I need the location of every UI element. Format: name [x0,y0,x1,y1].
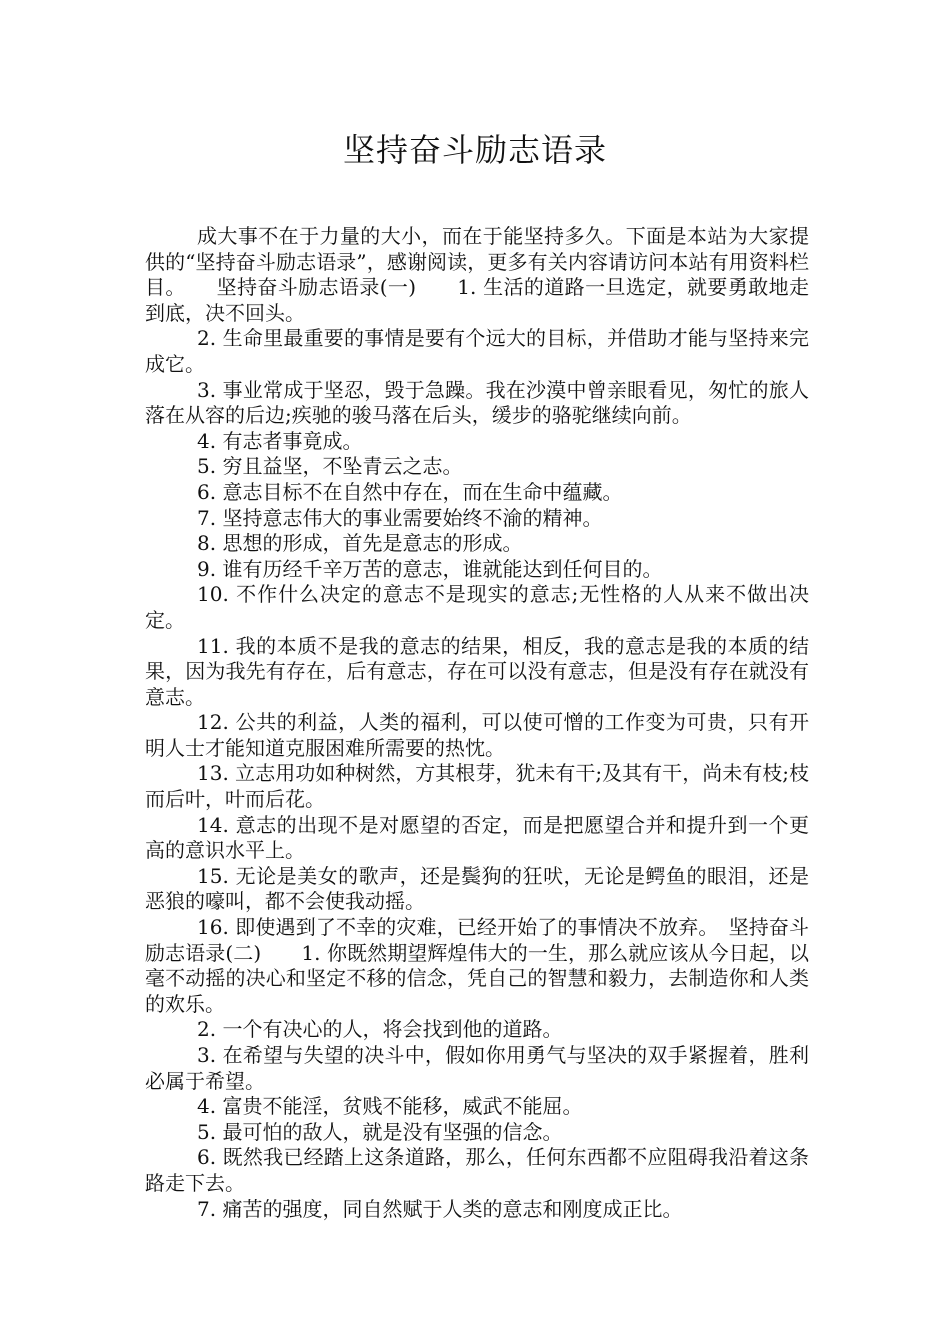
paragraph: 3. 在希望与失望的决斗中，假如你用勇气与坚决的双手紧握着，胜利必属于希望。 [145,1043,809,1093]
paragraph: 14. 意志的出现不是对愿望的否定，而是把愿望合并和提升到一个更高的意识水平上。 [145,812,809,863]
paragraph: 7. 坚持意志伟大的事业需要始终不渝的精神。 [197,505,603,530]
paragraph: 15. 无论是美女的歌声，还是鬓狗的狂吠，无论是鳄鱼的眼泪，还是恶狼的嚎叫，都不会使我动摇。 [145,863,809,914]
paragraph: 5. 最可怕的敌人，就是没有坚强的信念。 [197,1119,563,1144]
paragraph: 4. 富贵不能淫，贫贱不能移，威武不能屈。 [197,1094,583,1119]
paragraph: 6. 意志目标不在自然中存在，而在生命中蕴藏。 [197,479,623,504]
paragraph-intro: 成大事不在于力量的大小，而在于能坚持多久。下面是本站为大家提供的“坚持奋斗励志语录”，感谢阅读，更多有关内容请访问本站有用资料栏目。 坚持奋斗励志语录(一) 1. 生活的道路一旦选定，就要勇敢地走到底，决不回头。 [145,224,809,325]
paragraph: 4. 有志者事竟成。 [197,428,363,453]
paragraph: 10. 不作什么决定的意志不是现实的意志;无性格的人从来不做出决定。 [145,582,809,632]
paragraph: 13. 立志用功如种树然，方其根芽，犹未有干;及其有干，尚未有枝;枝而后叶，叶而后花。 [145,761,809,812]
paragraph: 7. 痛苦的强度，同自然赋于人类的意志和刚度成正比。 [197,1196,683,1221]
paragraph: 12. 公共的利益，人类的福利，可以使可憎的工作变为可贵，只有开明人士才能知道克服困难所需要的热忱。 [145,710,809,760]
paragraph: 2. 一个有决心的人，将会找到他的道路。 [197,1017,563,1042]
paragraph: 11. 我的本质不是我的意志的结果，相反，我的意志是我的本质的结果，因为我先有存在，后有意志，存在可以没有意志，但是没有存在就没有意志。 [145,633,809,709]
paragraph: 16. 即使遇到了不幸的灾难，已经开始了的事情决不放弃。 坚持奋斗励志语录(二) 1. 你既然期望辉煌伟大的一生，那么就应该从今日起，以毫不动摇的决心和坚定不移的信念，凭自己的智慧和毅力，去制造你和人类的欢乐。 [145,915,809,1016]
document-title: 坚持奋斗励志语录 [342,131,607,169]
paragraph: 9. 谁有历经千辛万苦的意志，谁就能达到任何目的。 [197,556,663,581]
paragraph: 3. 事业常成于坚忍，毁于急躁。我在沙漠中曾亲眼看见，匆忙的旅人落在从容的后边;疾驰的骏马落在后头，缓步的骆驼继续向前。 [145,377,809,428]
paragraph: 5. 穷且益坚，不坠青云之志。 [197,454,463,479]
document-body [145,224,809,1222]
paragraph: 2. 生命里最重要的事情是要有个远大的目标，并借助才能与坚持来完成它。 [145,326,809,376]
paragraph: 6. 既然我已经踏上这条道路，那么，任何东西都不应阻碍我沿着这条路走下去。 [145,1145,809,1195]
paragraph: 8. 思想的形成，首先是意志的形成。 [197,531,523,556]
